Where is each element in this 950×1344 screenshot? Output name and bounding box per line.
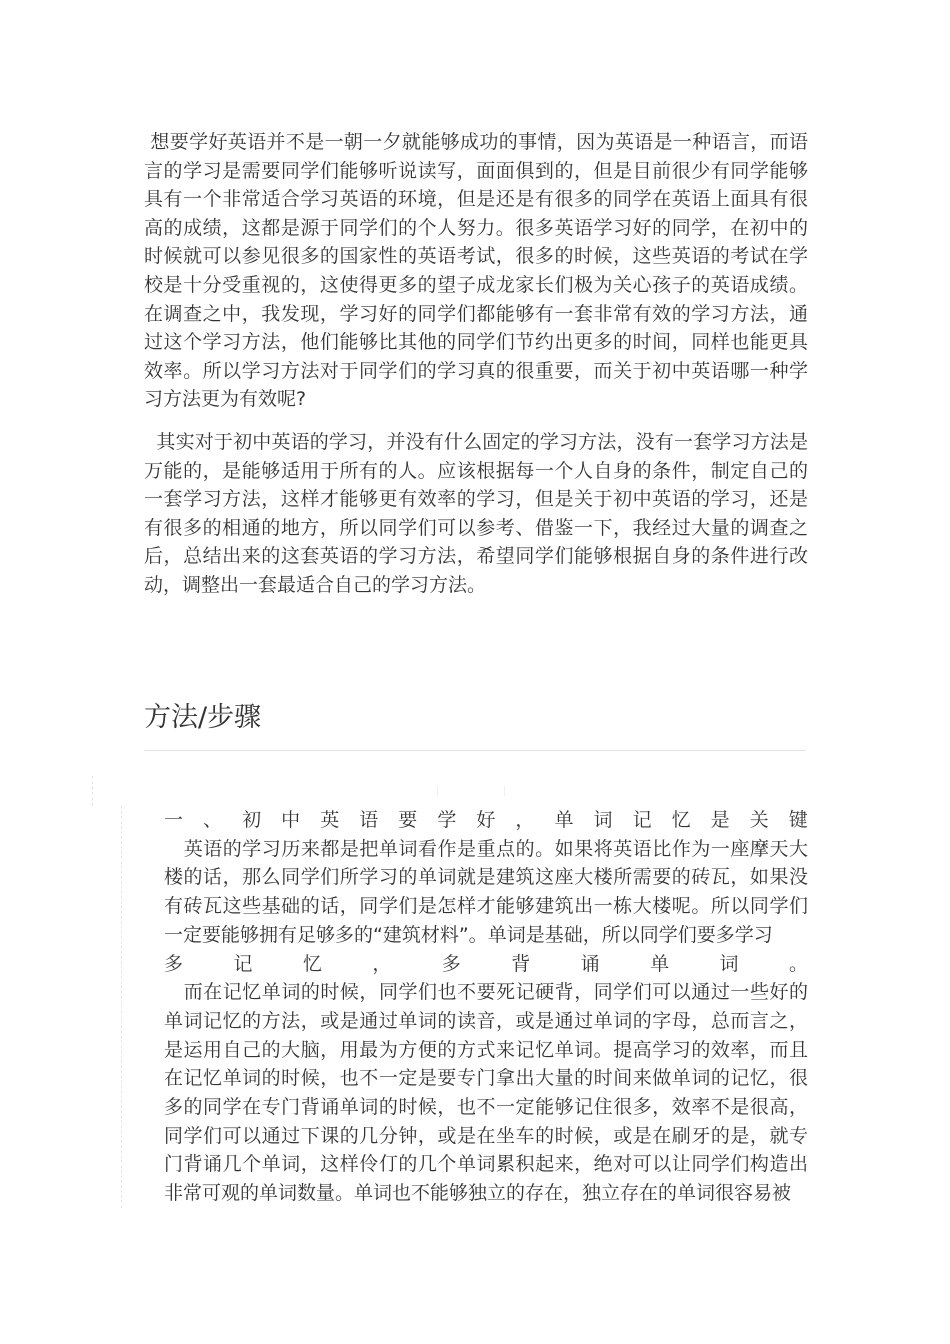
- step-1-content: [164, 806, 808, 1208]
- step-dashed-line: [121, 806, 122, 1208]
- spread-char: ，: [372, 952, 392, 975]
- title-char: 要: [398, 809, 418, 831]
- title-char: 一: [164, 809, 184, 831]
- title-char: ，: [515, 809, 535, 831]
- spread-char: 。: [788, 952, 808, 975]
- title-char: 忆: [671, 809, 691, 831]
- spread-char: 忆: [302, 952, 322, 975]
- spread-char: 词: [719, 952, 739, 975]
- decorative-tick: [437, 786, 438, 796]
- title-char: 、: [203, 809, 223, 831]
- spread-char: 单: [650, 952, 670, 975]
- title-char: 单: [554, 809, 574, 831]
- indent: [164, 838, 184, 860]
- intro-text: [144, 128, 808, 600]
- intro-paragraph-1-text: 想要学好英语并不是一朝一夕就能够成功的事情，因为英语是一种语言，而语言的学习是需要同学们能够听说读写，面面俱到的，但是目前很少有同学能够具有一个非常适合学习英语的环境，但是还是有很多的同学在英语上面具有很高的成绩，这都是源于同学们的个人努力。很多英语学习好的同学，在初中的时候就可以参见很多的国家性的英语考试，很多的时候，这些英语的考试在学校是十分受重视的，这使得更多的望子成龙家长们极为关心孩子的英语成绩。在调查之中，我发现，学习好的同学们都能够有一套非常有效的学习方法，通过这个学习方法，他们能够比其他的同学们节约出更多的时间，同样也能更具效率。所以学习方法对于同学们的学习真的很重要，而关于初中英语哪一种学习方法更为有效呢?: [144, 131, 808, 411]
- heading-divider: [144, 750, 806, 751]
- title-char: 键: [788, 809, 808, 831]
- spread-char: 背: [511, 952, 531, 975]
- title-char: 语: [359, 809, 379, 831]
- spread-char: 多: [164, 952, 184, 975]
- step-1-paragraph-a: [164, 835, 808, 950]
- intro-paragraph-2: [144, 428, 808, 600]
- title-char: 关: [749, 809, 769, 831]
- spread-char: 记: [233, 952, 253, 975]
- indent: [164, 981, 184, 1003]
- step-1-spread-line: [164, 950, 808, 979]
- title-char: 词: [593, 809, 613, 831]
- decorative-tick: [504, 786, 505, 796]
- title-char: 学: [437, 809, 457, 831]
- intro-paragraph-2-text: 其实对于初中英语的学习，并没有什么固定的学习方法，没有一套学习方法是万能的，是能够适用于所有的人。应该根据每一个人自身的条件，制定自己的一套学习方法，这样才能够更有效率的学习，但是关于初中英语的学习，还是有很多的相通的地方，所以同学们可以参考、借鉴一下，我经过大量的调查之后，总结出来的这套英语的学习方法，希望同学们能够根据自身的条件进行改动，调整出一套最适合自己的学习方法。: [144, 430, 808, 596]
- intro-paragraph-1: [144, 128, 808, 414]
- step-1-paragraph-b-text: 而在记忆单词的时候，同学们也不要死记硬背，同学们可以通过一些好的单词记忆的方法，或是通过单词的读音，或是通过单词的字母，总而言之，是运用自己的大脑，用最为方便的方式来记忆单词。提高学习的效率，而且在记忆单词的时候，也不一定是要专门拿出大量的时间来做单词的记忆，很多的同学在专门背诵单词的时候，也不一定能够记住很多，效率不是很高，同学们可以通过下课的几分钟，或是在坐车的时候，或是在刷牙的是，就专门背诵几个单词，这样伶仃的几个单词累积起来，绝对可以让同学们构造出非常可观的单词数量。单词也不能够独立的存在，独立存在的单词很容易被: [164, 981, 808, 1205]
- title-char: 中: [281, 809, 301, 831]
- spread-char: 诵: [580, 952, 600, 975]
- step-1-paragraph-b: [164, 978, 808, 1208]
- title-char: 初: [242, 809, 262, 831]
- indent: [144, 431, 156, 453]
- spread-char: 多: [441, 952, 461, 975]
- title-char: 记: [632, 809, 652, 831]
- step-1-title: [164, 806, 808, 835]
- decorative-dashed-line: [92, 776, 93, 806]
- title-char: 英: [320, 809, 340, 831]
- section-heading: 方法/步骤: [144, 702, 262, 733]
- step-1-paragraph-a-text: 英语的学习历来都是把单词看作是重点的。如果将英语比作为一座摩天大楼的话，那么同学们所学习的单词就是建筑这座大楼所需要的砖瓦，如果没有砖瓦这些基础的话，同学们是怎样才能够建筑出一栋大楼呢。所以同学们一定要能够拥有足够多的“建筑材料”。单词是基础，所以同学们要多学习: [164, 837, 808, 946]
- title-char: 好: [476, 809, 496, 831]
- title-char: 是: [710, 809, 730, 831]
